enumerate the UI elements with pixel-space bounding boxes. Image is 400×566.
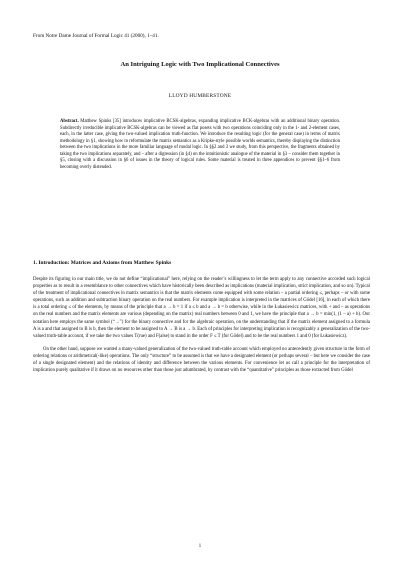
abstract-block [60, 119, 340, 171]
body-text [33, 276, 370, 380]
author-name: LLOYD HUMBERSTONE [168, 93, 232, 99]
page-number: 1 [198, 544, 202, 549]
body-paragraph: Despite its figuring in our main title, we do not define “implicational” here, relying on the reader’s willingness to let the term apply to any connective accorded such logical properties as to result in a resemblance to other connectives which have historically been described as implications (material implication, strict implication, and so on). Typical of the treatment of implicational connectives in matrix semantics is that the matrix elements come equipped with some relation – a partial ordering ≤, perhaps – or with some operations, such as addition and subtraction binary operation on the real numbers. For example implication is interpreted in the matrices of Gödel [16], in each of which there is a total ordering ≤ of the elements, by means of the principle that a → b = 1 if a ≤ b and a → b = b otherwise, while in the Łukasiewicz matrices, with + and – as operations on the real numbers and the matrix elements are various (depending on the matrix) real numbers between 0 and 1, we have the principle that a → b = min(1, (1 – a) + b). Our notation here employs the same symbol (“→”) for the binary connective and for the algebraic operation, on the understanding that if the matrix element assigned to a formula A is a and that assigned to B is b, then the element to be assigned to A → B is a → b. Each of principles for interpreting implication is recognizably a generalization of the two-valued truth-table account, if we take the two values T(rue) and F(alse) to stand in the order F ≤ T (for Gödel) and to be the real numbers 1 and 0 (for Łukasiewicz). [33, 277, 370, 339]
paper-title: An Intriguing Logic with Two Implicational Connectives [120, 61, 280, 68]
journal-source-line: From Notre Dame Journal of Formal Logic 41 (2000), 1–41. [33, 33, 159, 39]
abstract-label: Abstract. [60, 119, 79, 124]
abstract-text: Matthew Spinks [35] introduces implicative BCSK-algebras, expanding implicative BCK-algebras with an additional binary operation. Subdirectly irreducible implicative BCSK-algebras can be viewed as flat posets with two operations coinciding only in the 1- and 2-element cases, each, in the latter case, giving the two-valued implication truth-function. We introduce the resulting logic (for the general case) in terms of matrix methodology in §1, showing how to reformulate the matrix semantics as a Kripke-style possible worlds semantics, thereby displaying the distinction between the two implications in the more familiar language of modal logic. In §§2 and 3 we study, from this perspective, the fragments obtained by taking the two implications separately, and – after a digression (in §4) on the intuitionistic analogue of the material in §3 – consider them together in §5, closing with a discussion in §6 of issues in the theory of logical rules. Some material is treated in three appendices to prevent §§1–6 from becoming overly distended. [60, 119, 340, 170]
section-heading: 1. Introduction: Matrices and Axioms from Matthew Spinks [33, 260, 172, 266]
body-paragraph: On the other hand, suppose we wanted a many-valued generalization of the two-valued truth-table account which employed no antecedently given structure in the form of ordering relations or arithmetical(-like) operations. The only “structure” to be assumed is that we have a designated element (or perhaps several – but here we consider the case of a single designated element) and the relations of identity and difference between the various elements. For convenience let us call a principle for the interpretation of implication purely qualitative if it draws on no resources other than those just adumbrated, by contrast with the “quantitative” principles as those extracted from Gödel [33, 346, 370, 374]
